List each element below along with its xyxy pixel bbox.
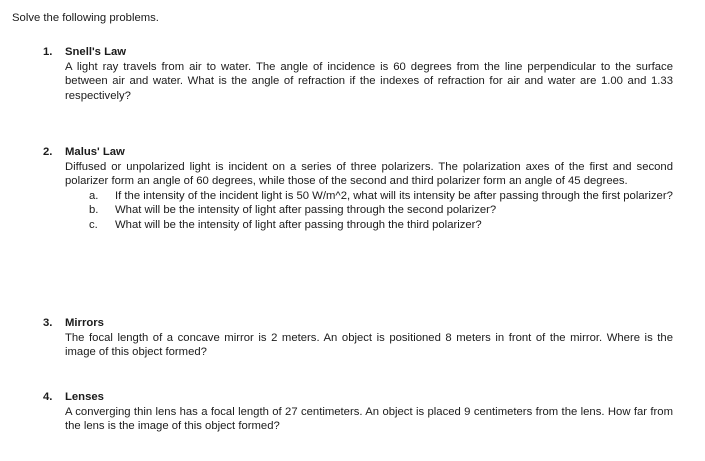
instructions: Solve the following problems. (12, 12, 159, 24)
problem-title: Malus' Law (65, 146, 125, 158)
problem-heading (43, 390, 673, 405)
sub-question-text: If the intensity of the incident light is 50 W/m^2, what will its intensity be after passing through the first polarizer? (115, 189, 673, 202)
sub-question-a (89, 189, 673, 204)
sub-question-letter: a. (89, 189, 99, 202)
sub-question-text: What will be the intensity of light after passing through the third polarizer? (115, 218, 482, 231)
problem-title: Mirrors (65, 317, 104, 329)
problem-text: Diffused or unpolarized light is incident on a series of three polarizers. The polarization axes of the first and second polarizer form an angle of 60 degrees, while those of the second and third polarizer form an angle of 45 degrees. (65, 160, 673, 188)
sub-question-b (89, 203, 673, 218)
problem-text: A converging thin lens has a focal length of 27 centimeters. An object is placed 9 centimeters from the lens. How far from the lens is the image of this object formed? (65, 405, 673, 433)
problem-number: 2. (43, 146, 53, 158)
problem-malus-law (43, 145, 673, 233)
problem-number: 3. (43, 317, 53, 329)
problem-heading (43, 145, 673, 160)
problem-lenses (43, 390, 673, 434)
problem-heading (43, 45, 673, 60)
problem-heading (43, 316, 673, 331)
problem-title: Lenses (65, 391, 104, 403)
problem-text: The focal length of a concave mirror is 2 meters. An object is positioned 8 meters in front of the mirror. Where is the image of this object formed? (65, 331, 673, 359)
problem-snells-law (43, 45, 673, 103)
problem-title: Snell's Law (65, 46, 127, 58)
problem-mirrors (43, 316, 673, 360)
problem-number: 1. (43, 46, 53, 58)
problem-number: 4. (43, 391, 53, 403)
sub-question-letter: b. (89, 204, 99, 217)
sub-question-letter: c. (89, 218, 98, 231)
problem-text: A light ray travels from air to water. The angle of incidence is 60 degrees from the line perpendicular to the surface between air and water. What is the angle of refraction if the indexes of refraction for air and water are 1.00 and 1.33 respectively? (65, 60, 673, 102)
sub-question-c (89, 218, 673, 233)
sub-question-text: What will be the intensity of light after passing through the second polarizer? (115, 204, 497, 217)
